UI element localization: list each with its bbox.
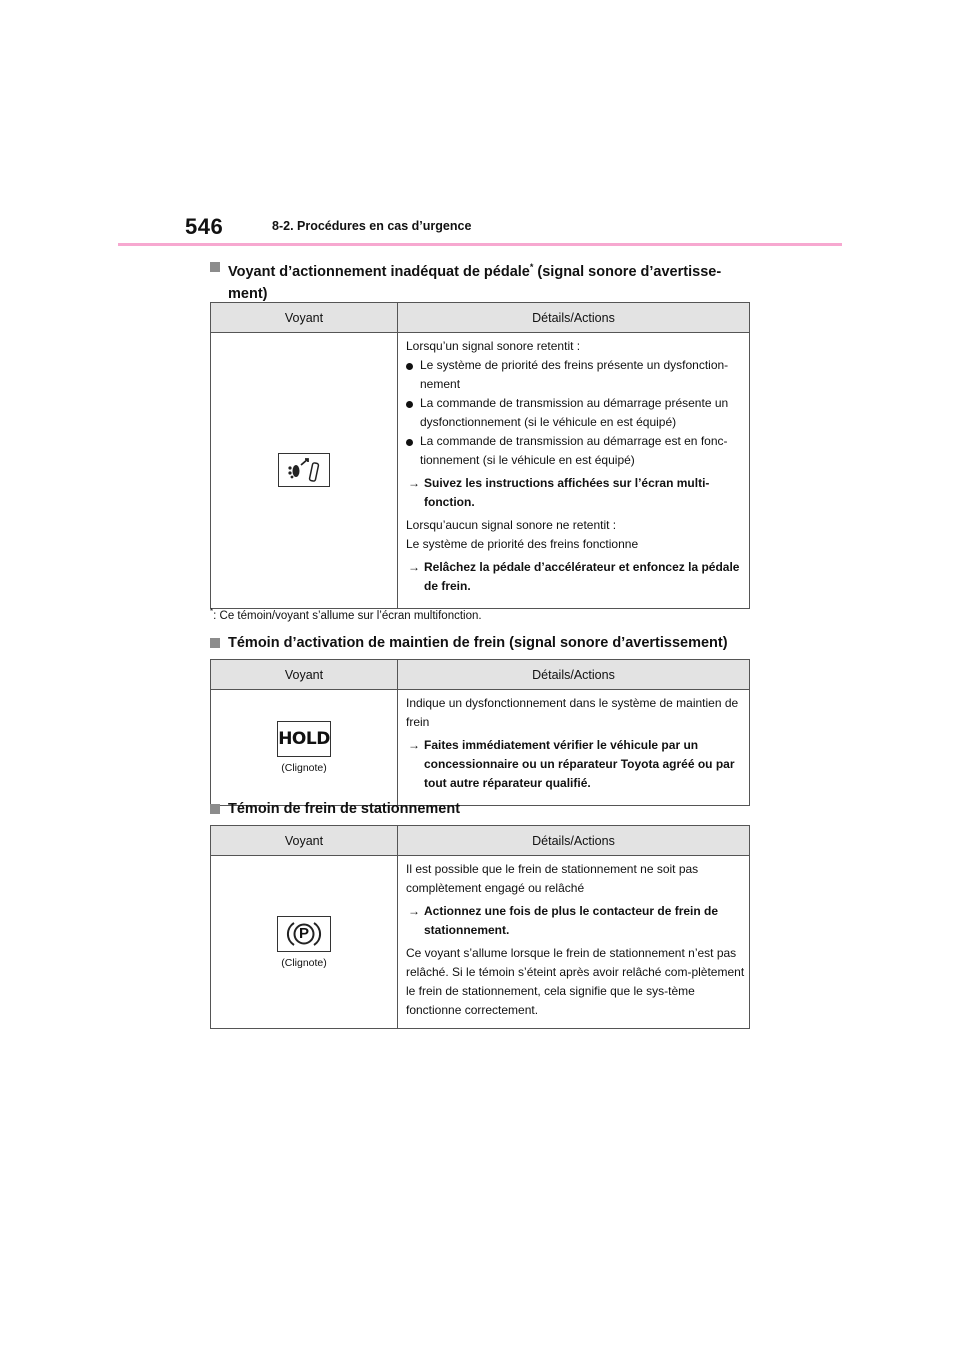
page-header (0, 0, 960, 250)
square-bullet-icon (210, 638, 220, 648)
square-bullet-icon (210, 804, 220, 814)
column-header-details: Détails/Actions (398, 826, 750, 856)
detail-intro: Lorsqu’aucun signal sonore ne retentit : (406, 518, 617, 532)
table-header-row (211, 660, 750, 690)
action-item (406, 474, 745, 512)
details-cell (398, 856, 750, 1029)
action-text: Actionnez une fois de plus le contacteur de frein de stationnement. (424, 904, 719, 937)
section-title-rest: (signal sonore d’avertisse-ment) (228, 263, 722, 302)
list-item-text: La commande de transmission au démarrage est en fonc-tionnement (si le véhicule en est équipé) (420, 434, 728, 467)
action-text: Faites immédiatement vérifier le véhicule par un concessionnaire ou un réparateur Toyota agréé ou par tout autre réparateur qualifié. (424, 738, 735, 790)
details-cell (398, 690, 750, 806)
icon-cell (211, 690, 398, 806)
detail-text: Indique un dysfonctionnement dans le système de maintien de frein (406, 696, 739, 729)
column-header-voyant: Voyant (211, 660, 398, 690)
action-item (406, 902, 745, 940)
section-title-text: Témoin de frein de stationnement (228, 801, 461, 817)
list-item-text: Le système de priorité des freins présente un dysfonction-nement (420, 358, 729, 391)
parking-brake-table (210, 825, 750, 1029)
parking-brake-icon (277, 916, 331, 952)
arrow-icon: → (408, 904, 420, 918)
arrow-icon: → (408, 560, 420, 574)
footnote (210, 607, 482, 622)
hold-icon (277, 721, 331, 757)
header-rule (118, 243, 842, 246)
detail-text: Il est possible que le frein de stationnement ne soit pas complètement engagé ou relâché (406, 862, 699, 895)
table-row (211, 333, 750, 609)
arrow-icon: → (408, 738, 420, 752)
section-title-pedal (210, 256, 745, 305)
action-text: Suivez les instructions affichées sur l’écran multi-fonction. (424, 476, 710, 509)
square-bullet-icon (210, 262, 220, 272)
table-header-row (211, 303, 750, 333)
action-text: Relâchez la pédale d’accélérateur et enfoncez la pédale de frein. (424, 560, 740, 593)
hold-icon-text: HOLD (278, 729, 330, 749)
footnote-text: : Ce témoin/voyant s’allume sur l’écran multifonction. (213, 609, 482, 622)
column-header-details: Détails/Actions (398, 660, 750, 690)
detail-text: Ce voyant s’allume lorsque le frein de stationnement n’est pas relâché. Si le témoin s’éteint après avoir relâché com-plètement le frein de stationnement, cela signifie que le sys-tème fonctionne correctement. (406, 946, 745, 1017)
arrow-icon: → (408, 476, 420, 490)
footnote-mark: * (529, 262, 534, 272)
section-title-text: Voyant d’actionnement inadéquat de pédale (228, 263, 530, 280)
detail-intro: Lorsqu’un signal sonore retentit : (406, 339, 581, 353)
section-title-hold (210, 632, 745, 654)
parking-icon-text: P (298, 924, 309, 942)
chapter-title: 8-2. Procédures en cas d’urgence (272, 219, 472, 233)
icon-cell (211, 856, 398, 1029)
page-number: 546 (185, 214, 224, 239)
list-item-text: La commande de transmission au démarrage présente un dysfonctionnement (si le véhicule en est équipé) (420, 396, 729, 429)
list-item (406, 356, 745, 394)
icon-caption: (Clignote) (281, 956, 327, 969)
column-header-voyant: Voyant (211, 303, 398, 333)
detail-text: Le système de priorité des freins fonctionne (406, 537, 639, 551)
icon-cell (211, 333, 398, 609)
pedal-warning-table (210, 302, 750, 609)
details-cell (398, 333, 750, 609)
table-row (211, 690, 750, 806)
list-item (406, 432, 745, 470)
table-header-row (211, 826, 750, 856)
pedal-warning-icon (278, 453, 330, 487)
action-item (406, 736, 745, 793)
section-title-text: Témoin d’activation de maintien de frein (signal sonore d’avertissement) (228, 635, 728, 651)
icon-caption: (Clignote) (281, 762, 327, 774)
list-item (406, 394, 745, 432)
column-header-voyant: Voyant (211, 826, 398, 856)
column-header-details: Détails/Actions (398, 303, 750, 333)
hold-table (210, 659, 750, 806)
section-title-parking (210, 798, 745, 820)
table-row (211, 856, 750, 1029)
action-item (406, 558, 745, 596)
footnote-mark: * (210, 607, 214, 616)
